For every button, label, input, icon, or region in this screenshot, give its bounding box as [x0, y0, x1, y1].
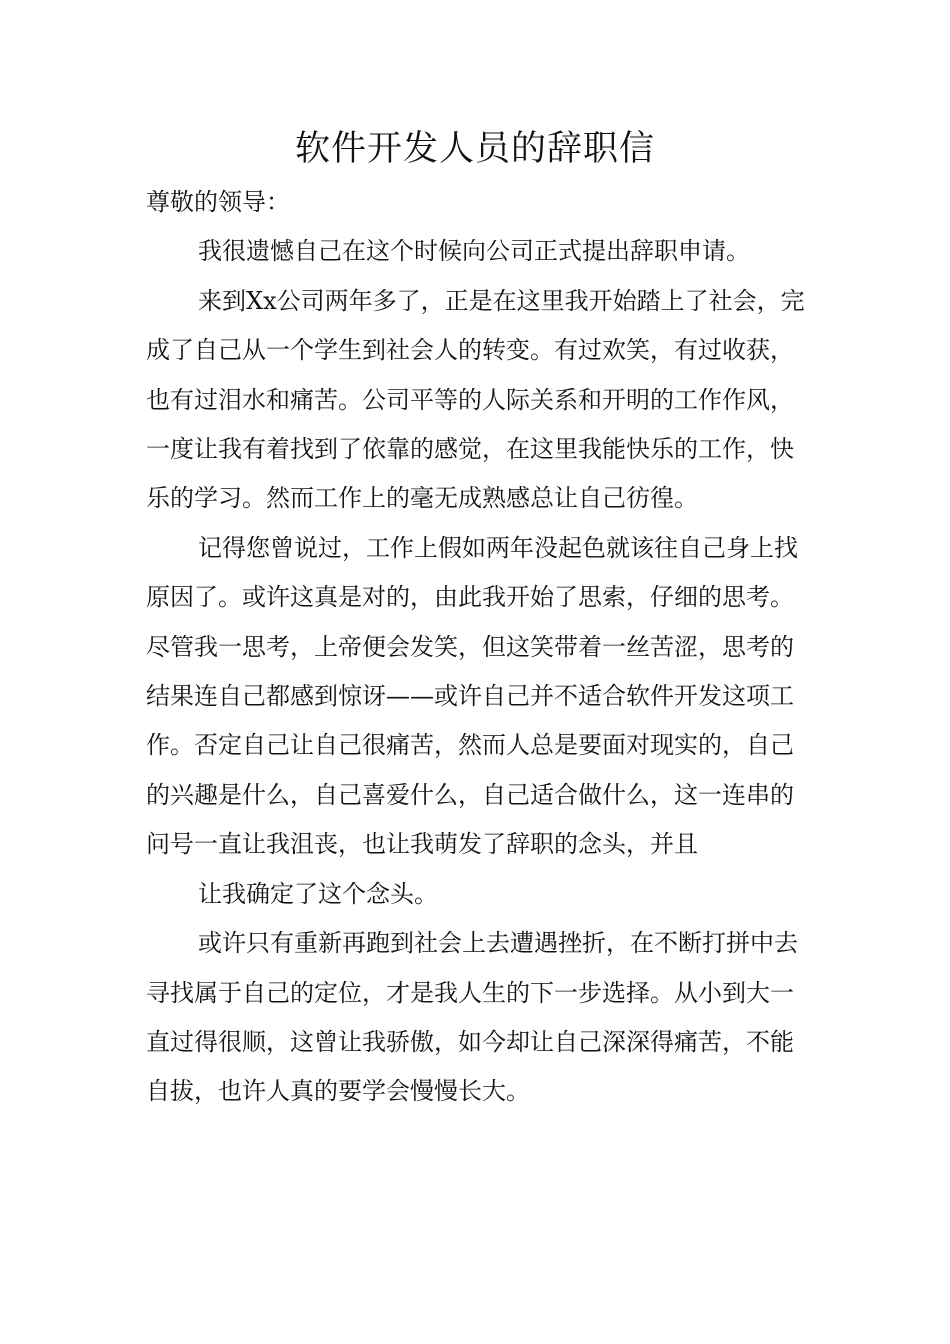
- salutation: 尊敬的领导：: [146, 188, 290, 216]
- paragraph-4: 让我确定了这个念头。: [198, 879, 438, 908]
- document-title: 软件开发人员的辞职信: [294, 129, 655, 169]
- letter-body: [146, 178, 810, 1117]
- paragraph-1: 我很遗憾自己在这个时候向公司正式提出辞职申请。: [198, 237, 750, 266]
- paragraph-5: 或许只有重新再跑到社会上去遭遇挫折，在不断打拼中去寻找属于自己的定位，才是我人生的下一步选择。从小到大一直过得很顺，这曾让我骄傲，如今却让自己深深得痛苦，不能自拔，也许人真的要学会慢慢长大。: [146, 929, 798, 1106]
- paragraph-3: 记得您曾说过，工作上假如两年没起色就该往自己身上找原因了。或许这真是对的，由此我开始了思索，仔细的思考。尽管我一思考，上帝便会发笑，但这笑带着一丝苦涩，思考的结果连自己都感到惊讶——或许自己并不适合软件开发这项工作。否定自己让自己很痛苦，然而人总是要面对现实的，自己的兴趣是什么，自己喜爱什么，自己适合做什么，这一连串的问号一直让我沮丧，也让我萌发了辞职的念头，并且: [146, 533, 798, 859]
- paragraph-2: 来到Xx公司两年多了，正是在这里我开始踏上了社会，完成了自己从一个学生到社会人的转变。有过欢笑，有过收获，也有过泪水和痛苦。公司平等的人际关系和开明的工作作风，一度让我有着找到了依靠的感觉，在这里我能快乐的工作，快乐的学习。然而工作上的毫无成熟感总让自己彷徨。: [146, 286, 805, 513]
